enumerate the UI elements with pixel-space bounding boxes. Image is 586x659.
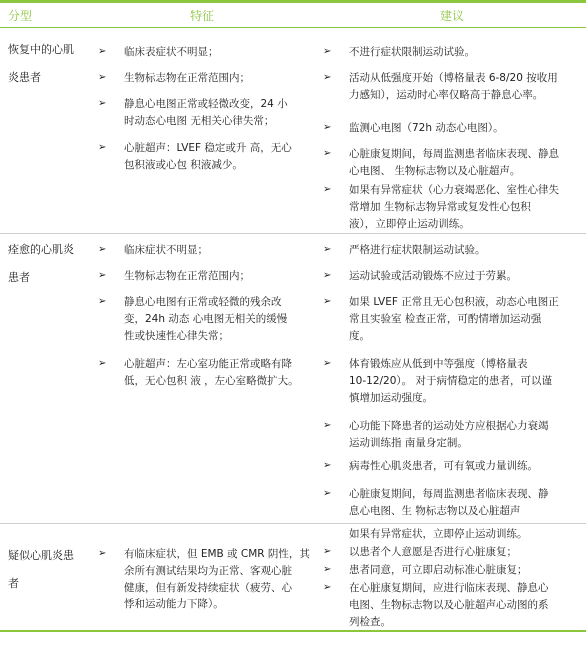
- table-header: [0, 0, 586, 28]
- feature-item-line: 临床症状不明显；: [124, 244, 208, 256]
- bullet-arrow-icon: ➢: [98, 548, 107, 559]
- feature-item: [98, 70, 314, 87]
- advice-item: [323, 418, 581, 452]
- feature-item: [98, 242, 314, 259]
- feature-item-line: 包积液或心包 积液减少。: [124, 158, 243, 171]
- advice-item-line: 慎增加运动强度。: [349, 391, 433, 404]
- bullet-arrow-icon: ➢: [323, 546, 332, 557]
- feature-item: [98, 356, 314, 390]
- bullet-arrow-icon: ➢: [323, 460, 332, 471]
- row-type-healed: 痊愈的心肌炎 患者: [8, 243, 74, 284]
- advice-item-line: 患者同意，可立即启动标准心脏康复；: [349, 564, 528, 576]
- feature-item-line: 静息心电图有正常或轻微的残余改: [124, 296, 282, 308]
- advice-item-line: 心脏康复期间，每周监测患者临床表现、静: [349, 488, 549, 500]
- advice-item: [323, 44, 581, 61]
- bullet-arrow-icon: ➢: [323, 488, 332, 499]
- advice-item-line: 运动训练指 南量身定制。: [349, 436, 468, 449]
- feature-item: [98, 44, 314, 61]
- advice-item: [323, 294, 581, 344]
- row-type-suspected: 疑似心肌炎患 者: [8, 549, 74, 590]
- bullet-arrow-icon: ➢: [323, 296, 332, 307]
- advice-item: [323, 356, 581, 406]
- feature-item: [98, 140, 314, 174]
- advice-item: [323, 458, 581, 475]
- advice-item: [323, 486, 581, 520]
- feature-item-line: 临床表症状不明显；: [124, 46, 219, 58]
- advice-item-line: 心电图、 生物标志物以及心脏超声。: [349, 164, 521, 177]
- feature-item-line: 低，无心包积 液 ，左心室略微扩大。: [124, 374, 299, 387]
- bullet-arrow-icon: ➢: [323, 184, 332, 195]
- header-features: 特征: [190, 9, 215, 23]
- feature-item-line: 变，24h 动态 心电图无相关的缓慢: [124, 312, 288, 325]
- feature-item-line: 余所有测试结果均为正常、客观心脏: [124, 564, 292, 577]
- advice-item: [323, 70, 581, 104]
- bullet-arrow-icon: ➢: [98, 358, 107, 369]
- advice-item-line: 如果 LVEF 正常且无心包积液，动态心电图正: [349, 296, 559, 308]
- bullet-arrow-icon: ➢: [323, 582, 332, 593]
- bullet-arrow-icon: ➢: [98, 142, 107, 153]
- bullet-arrow-icon: ➢: [323, 148, 332, 159]
- feature-item-line: 静息心电图正常或轻微改变，24 小: [124, 98, 288, 110]
- bullet-arrow-icon: ➢: [98, 72, 107, 83]
- feature-item-line: 时动态心电图 无相关心律失常；: [124, 114, 275, 127]
- advice-item-line: 电图、生物标志物以及心脏超声心动图的系: [349, 598, 549, 611]
- row-type-recovering: 恢复中的心肌 炎患者: [8, 43, 74, 84]
- advice-item: [323, 580, 581, 630]
- advice-item-line: 监测心电图（72h 动态心电图）。: [349, 122, 504, 134]
- advice-item-line: 心脏康复期间，每周监测患者临床表现、静息: [349, 148, 559, 160]
- advice-item-line: 力感知），运动时心率仅略高于静息心率。: [349, 88, 544, 101]
- bullet-arrow-icon: ➢: [98, 98, 107, 109]
- bullet-arrow-icon: ➢: [98, 270, 107, 281]
- advice-item-line: 体育锻炼应从低到中等强度（博格量表: [349, 358, 528, 370]
- advice-item: [323, 242, 581, 259]
- feature-item-line: 健康，但有新发持续症状（疲劳、心: [124, 581, 292, 594]
- advice-item-line: 不进行症状限制运动试验。: [349, 46, 475, 58]
- advice-item: [323, 268, 581, 285]
- feature-item: [98, 268, 314, 285]
- advice-item: [323, 562, 581, 579]
- feature-item: [98, 546, 314, 613]
- bullet-arrow-icon: ➢: [323, 358, 332, 369]
- bullet-arrow-icon: ➢: [323, 244, 332, 255]
- header-advice: 建议: [440, 9, 465, 23]
- bullet-arrow-icon: ➢: [323, 270, 332, 281]
- advice-item: [323, 146, 581, 180]
- advice-item-line: 度。: [349, 329, 370, 342]
- advice-item-line: 如果有异常症状（心力衰竭恶化、室性心律失: [349, 184, 559, 196]
- advice-item-line: 10-12/20）。 对于病情稳定的患者，可以谨: [349, 374, 552, 387]
- feature-item-line: 生物标志物在正常范围内；: [124, 72, 250, 84]
- bullet-arrow-icon: ➢: [98, 296, 107, 307]
- bullet-arrow-icon: ➢: [323, 420, 332, 431]
- advice-item-line: 常且实验室 检查正常，可酌情增加运动强: [349, 312, 542, 325]
- advice-item: [323, 544, 581, 561]
- feature-item-line: 悸和运动能力下降）。: [124, 598, 224, 611]
- advice-item: [323, 120, 581, 137]
- advice-item-line: 病毒性心肌炎患者，可有氧或力量训练。: [349, 460, 538, 472]
- advice-item-line: 常增加 生物标志物异常或复发性心包积: [349, 200, 531, 213]
- feature-item-line: 生物标志物在正常范围内；: [124, 270, 250, 282]
- feature-item: [98, 294, 314, 344]
- bullet-arrow-icon: ➢: [98, 46, 107, 57]
- bullet-arrow-icon: ➢: [323, 72, 332, 83]
- advice-item-line: 活动从低强度开始（博格量表 6-8/20 按收用: [349, 72, 558, 84]
- header-type: 分型: [8, 9, 33, 23]
- bullet-arrow-icon: ➢: [98, 244, 107, 255]
- advice-item-line: 列检查。: [349, 615, 391, 628]
- bullet-arrow-icon: ➢: [323, 46, 332, 57]
- feature-item-line: 有临床症状，但 EMB 或 CMR 阴性，其: [124, 548, 310, 560]
- feature-item-line: 心脏超声：LVEF 稳定或升 高，无心: [124, 142, 292, 154]
- advice-item-line: 息心电图、生 物标志物以及心脏超声: [349, 504, 521, 517]
- feature-item: [98, 96, 314, 130]
- advice-item-line: 心功能下降患者的运动处方应根据心力衰竭: [349, 420, 549, 432]
- bullet-arrow-icon: ➢: [323, 564, 332, 575]
- advice-plain-text: 如果有异常症状，立即停止运动训练。: [349, 528, 528, 540]
- feature-item-line: 性或快速性心律失常；: [124, 329, 229, 342]
- advice-item-line: 以患者个人意愿是否进行心脏康复；: [349, 546, 517, 558]
- bullet-arrow-icon: ➢: [323, 122, 332, 133]
- advice-item-line: 运动试验或活动锻炼不应过于劳累。: [349, 270, 517, 282]
- advice-item-line: 严格进行症状限制运动试验。: [349, 244, 486, 256]
- advice-item-line: 在心脏康复期间，应进行临床表现、静息心: [349, 582, 549, 594]
- advice-item: [323, 182, 581, 232]
- feature-item-line: 心脏超声：左心室功能正常或略有降: [124, 358, 292, 370]
- advice-item-line: 液），立即停止运动训练。: [349, 217, 470, 230]
